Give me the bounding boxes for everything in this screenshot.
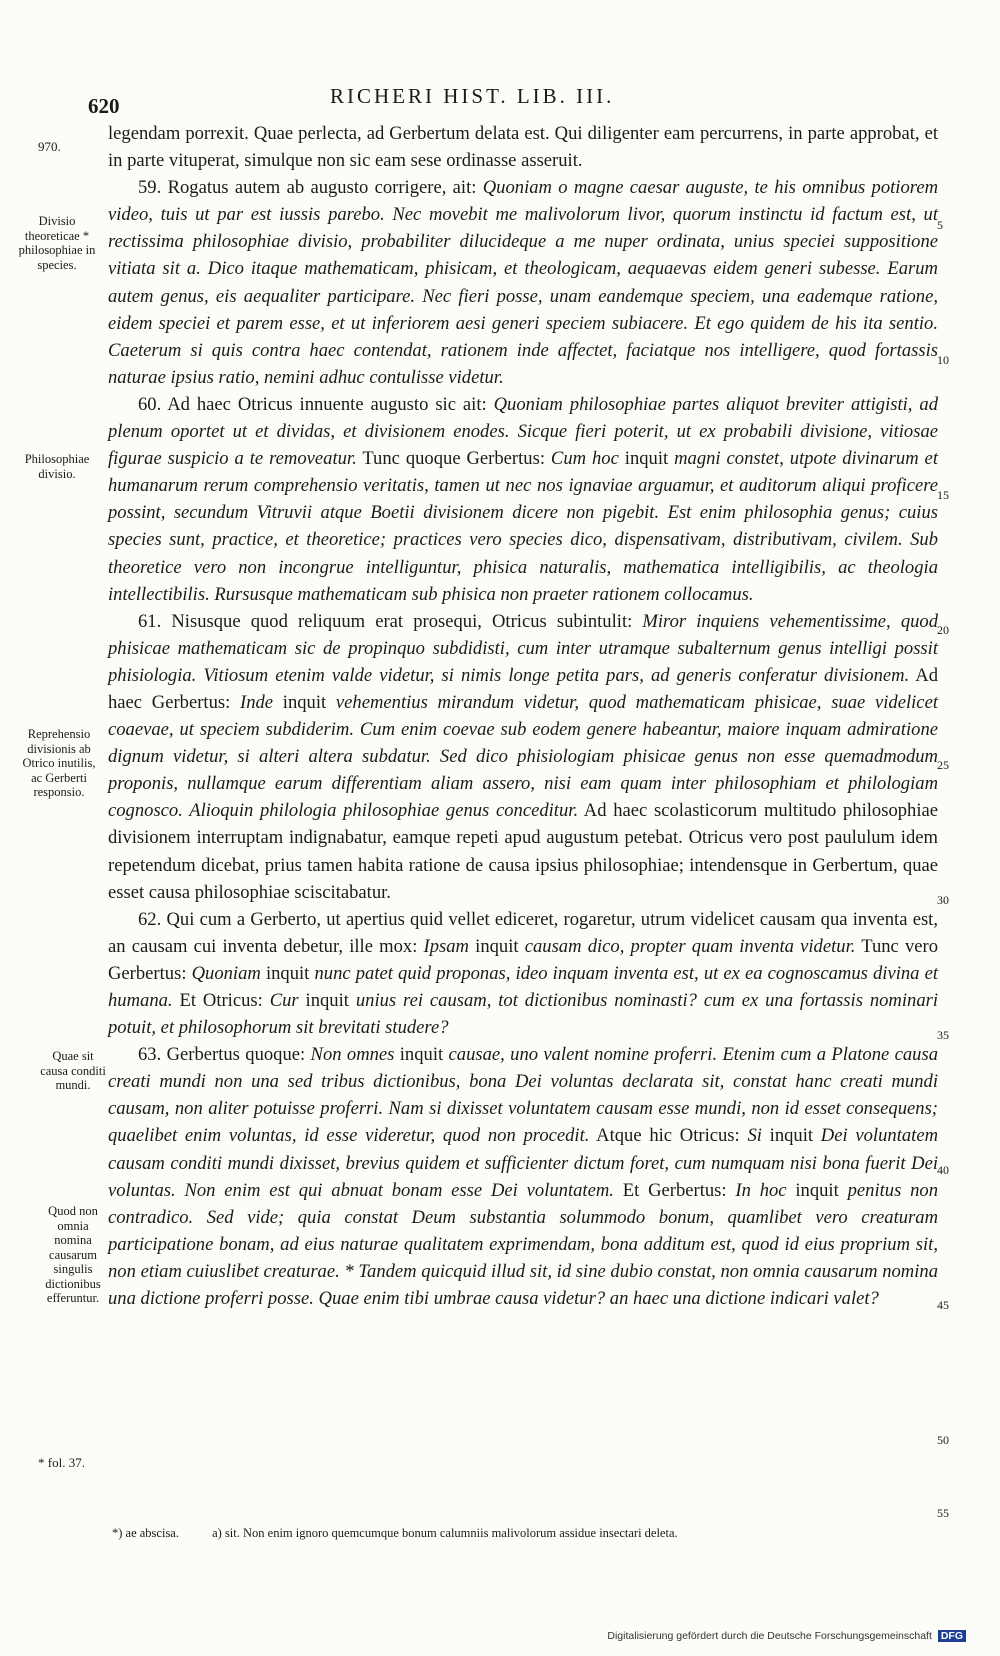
narrative-text: inquit <box>795 1179 839 1201</box>
line-number: 5 <box>937 218 943 232</box>
narrative-text: inquit <box>305 990 349 1011</box>
speech-text: Cur <box>269 990 299 1011</box>
speech-text: Cum hoc <box>550 448 619 470</box>
paragraph-opening: legendam porrexit. Quae perlecta, ad Gerbertum delata est. Qui diligenter eam percurrens, in parte approbat, et in parte vituperat, simulque non sic eam sese ordinasse asseruit. <box>108 123 938 172</box>
line-number: 30 <box>937 893 949 907</box>
page-number: 620 <box>88 94 120 118</box>
footnote-a: a) sit. Non enim ignoro quemcumque bonum calumniis malivolorum assidue insectari deleta. <box>212 1526 678 1540</box>
line-number: 15 <box>937 488 949 502</box>
margin-year: 970. <box>38 139 61 154</box>
margin-fol: * fol. 37. <box>38 1455 85 1470</box>
section-number: 61. <box>138 610 162 632</box>
narrative-text: Gerbertus quoque: <box>166 1044 306 1066</box>
speech-text: unius rei causam, tot dictionibus nominasti? cum ex una fortassis nominari potuit, et philosophorum sit brevitati studere? <box>108 990 939 1039</box>
line-number: 45 <box>937 1298 949 1312</box>
margin-note-63: Quod non omnia nomina causarum singulis dictionibus efferuntur. <box>45 1204 101 1305</box>
speech-text: nunc patet quid proponas, ideo inquam inventa est, ut ex ea cognoscamus divina et humana. <box>108 962 938 1011</box>
speech-text: Miror inquiens vehementissime, quod phisicae mathematicam sic de propinquo subdidisti, cum inter utramque subalternum genus intelligi possit phisiologia. Vitiosum etenim valde videtur, si nimis longe petita pars, ad generis conferatur divisionem. <box>108 610 939 686</box>
narrative-text: inquit <box>399 1044 444 1066</box>
paragraph-61 <box>108 608 938 906</box>
narrative-text: inquit <box>769 1125 814 1147</box>
main-text <box>108 120 938 1312</box>
margin-note-60: Philosophiae divisio. <box>24 452 90 481</box>
narrative-text: Tunc quoque Gerbertus: <box>362 448 545 470</box>
dfg-logo: DFG <box>938 1630 966 1642</box>
speech-text: Non omnes <box>310 1044 395 1066</box>
speech-text: Inde <box>240 691 274 713</box>
credit-text: Digitalisierung gefördert durch die Deutsche Forschungsgemeinschaft <box>607 1630 932 1642</box>
line-number: 20 <box>937 623 949 637</box>
footnotes <box>112 1525 942 1541</box>
line-number: 55 <box>937 1506 949 1520</box>
narrative-text: inquit <box>265 962 310 984</box>
narrative-text: Ad haec Gerbertus: <box>108 664 939 713</box>
speech-text: vehementius mirandum videtur, quod mathematicam phisicae, suae videlicet coaevae, ut speciem subdiderim. Cum enim coevae sub eodem genere habeantur, maiore inquam admiratione dignum videtur, si alteri altera subdatur. Sed dico phisiologiam phisicae genus non esse quemadmodum proponis, nullamque earum differentiam aliam assero, nisi eam quam inter philosophiam et philologiam cognosco. Alioquin philologia philosophiae genus conceditur. <box>108 691 938 822</box>
speech-text: Si <box>747 1125 762 1147</box>
narrative-text: inquit <box>475 935 519 957</box>
speech-text: penitus non contradico. Sed vide; quia constat Deum substantia solummodo bonum, quamlibet vero creaturam participatione bonam, ad eius naturae qualitatem exprimendam, bona additum est, quod id eius proprium sit, non etiam cuiuslibet creaturae. * Tandem quicquid illud sit, id sine dubio constat, non omnia causarum nomina una dictione proferri posse. Quae enim tibi umbrae causa videtur? an haec una dictione indicari valet? <box>108 1179 939 1310</box>
speech-text: magni constet, utpote divinarum et humanarum rerum comprehensio veritatis, tamen ut nec nos ignaviae arguamur, et auditorum aliqui proficere possint, secundum Vitruvii atque Boetii divisionem dicere non pigebit. Est enim philosophia genus; cuius species sunt, practice, et theoretice; practices vero species dico, dispensativam, distributivam, civilem. Sub theoretice vero non incongrue intelliguntur, phisica naturalis, mathematica intelligibilis, ac theologia intellectibilis. Rursusque mathematicam sub phisica non praeter rationem collocamus. <box>108 448 938 605</box>
line-number: 25 <box>937 758 949 772</box>
narrative-text: inquit <box>624 448 669 470</box>
narrative-text: Tunc vero Gerbertus: <box>108 935 938 984</box>
narrative-text: Ad haec scolasticorum multitudo philosophiae divisionem interruptam indignabatur, eamque repeti apud augustum petebat. Otricus vero post paululum idem repetendum dicebat, prius tamen habita ratione de causa ipsius philosophiae; intendensque in Gerbertum, quae esset causa philosophiae sciscitabatur. <box>108 800 939 903</box>
narrative-text: Ad haec Otricus innuente augusto sic ait: <box>167 393 487 415</box>
margin-note-61: Reprehensio divisionis ab Otrico inutilis, ac Gerberti responsio. <box>22 727 96 799</box>
speech-text: Quoniam philosophiae partes aliquot breviter attigisti, ad plenum oportet ut et dividas, et divisionem enodes. Sicque fieri poterit, ut ex probabili divisione, vitiosae figurae suspicio a te removeatur. <box>108 393 938 470</box>
line-number: 50 <box>937 1433 949 1447</box>
margin-note-62: Quae sit causa conditi mundi. <box>40 1049 106 1092</box>
speech-text: Quoniam <box>191 962 261 984</box>
section-number: 59. <box>138 177 162 199</box>
narrative-text: Et Gerbertus: <box>622 1179 727 1201</box>
speech-text: Ipsam <box>423 935 469 957</box>
line-number: 35 <box>937 1028 949 1042</box>
margin-note-59: Divisio theoreticae * philosophiae in species. <box>18 214 96 272</box>
footnote-star: *) ae abscisa. <box>112 1526 179 1540</box>
paragraph-59 <box>108 174 938 391</box>
narrative-text: Rogatus autem ab augusto corrigere, ait: <box>167 177 477 199</box>
paragraph-62 <box>108 906 938 1041</box>
narrative-text: Qui cum a Gerberto, ut apertius quid vellet ediceret, rogaretur, utrum videlicet causam qua inventa est, an causam cui inventa debetur, ille mox: <box>108 908 938 957</box>
narrative-text: inquit <box>282 691 327 713</box>
speech-text: causam dico, propter quam inventa videtur. <box>524 935 856 957</box>
running-title: RICHERI HIST. LIB. III. <box>330 84 615 108</box>
narrative-text: Et Otricus: <box>179 990 263 1011</box>
paragraph-60 <box>108 391 938 608</box>
speech-text: In hoc <box>735 1179 787 1201</box>
speech-text: causae, uno valent nomine proferri. Etenim cum a Platone causa creati mundi non una sed tribus dictionibus, bona Dei voluntas declarata sit, constat hanc creati mundi causam, non aliter potuisse proferri. Nam si dixisset voluntatem causam esse mundi, non id esset consequens; quaelibet enim voluntas, id esse videretur, quod non procedit. <box>108 1044 938 1147</box>
paragraph-63 <box>108 1041 938 1312</box>
narrative-text: Atque hic Otricus: <box>596 1125 740 1147</box>
line-number: 40 <box>937 1163 949 1177</box>
section-number: 60. <box>138 393 162 415</box>
section-number: 62. <box>138 908 162 930</box>
digitization-credit <box>607 1630 966 1642</box>
line-number: 10 <box>937 353 949 367</box>
narrative-text: Nisusque quod reliquum erat prosequi, Otricus subintulit: <box>171 610 633 632</box>
section-number: 63. <box>138 1044 162 1066</box>
speech-text: Quoniam o magne caesar auguste, te his omnibus potiorem video, tuis ut par est iussis parebo. Nec movebit me malivolorum livor, quorum instinctu id factum est, ut rectissima philosophiae divisio, probabiliter dilucideque a me nuper ordinata, unius speciei suppositione vitiata sit a. Dico itaque mathematicam, phisicam, et theologicam, aequaevas eidem generi subesse. Earum autem genus, eis aequaliter participare. Nec fieri posse, unam eandemque speciem, una eademque ratione, eidem speciei et parem esse, et ut inferiorem aesi generi speciem subiacere. Et ego quidem de his ita sentio. Caeterum si quis contra haec contendat, rationem inde affectet, faciatque nos intelligere, quod fortassis naturae ipsius ratio, nemini adhuc contulisse videtur. <box>108 177 938 388</box>
speech-text: Dei voluntatem causam conditi mundi dixisset, brevius quidem et sufficienter dictum foret, cum numquam nisi bona fuerit Dei voluntas. Non enim est qui abnuat bonam esse Dei voluntatem. <box>108 1125 939 1201</box>
